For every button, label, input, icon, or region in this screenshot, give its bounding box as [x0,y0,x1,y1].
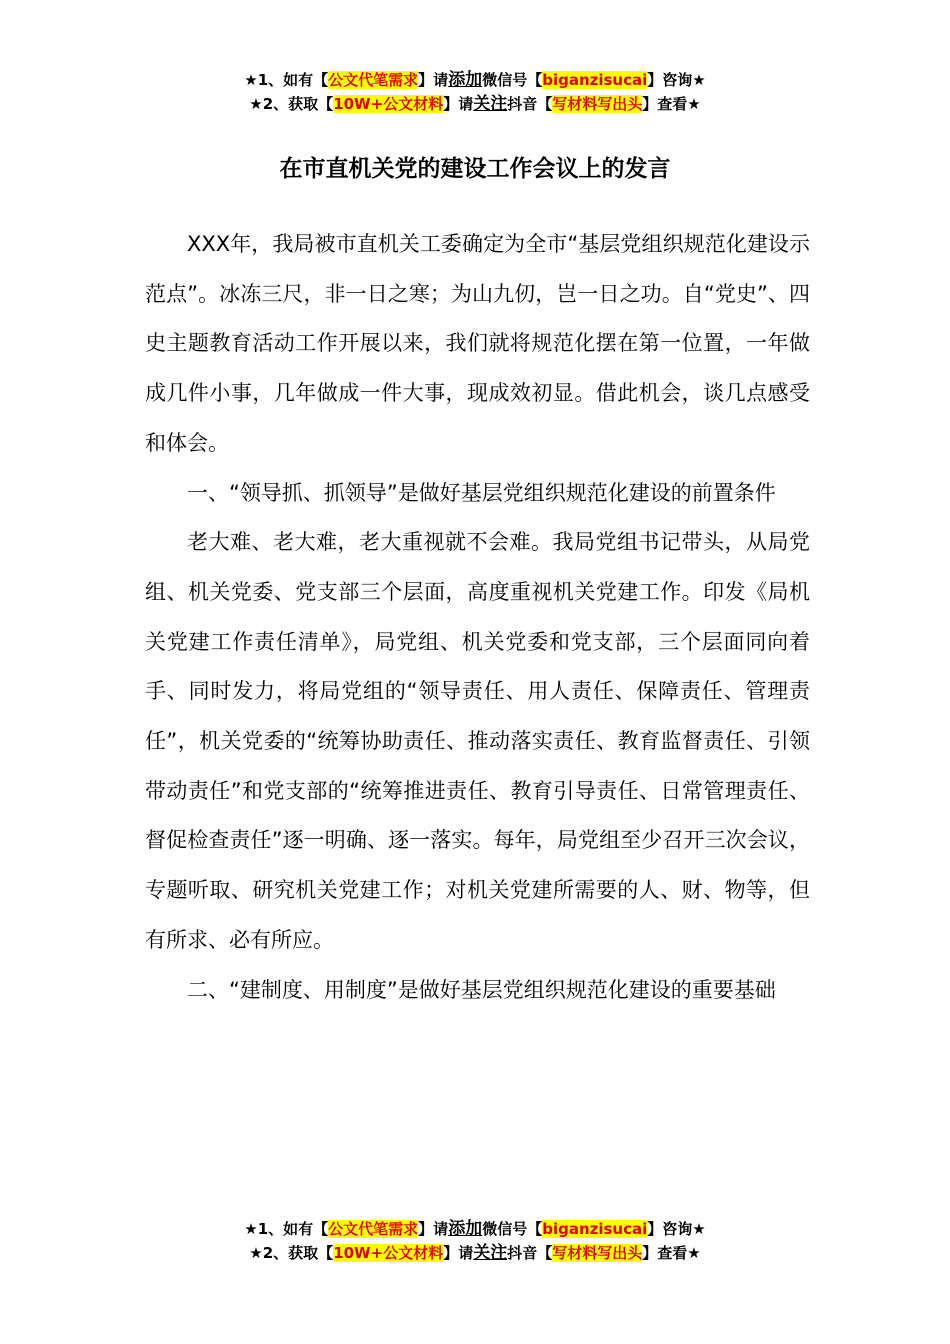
promo-text: 微信号【 [482,71,543,89]
promo-text: 2、获取【 [262,1244,334,1262]
star-icon: ★ [249,1244,263,1262]
promo-header-top [0,68,950,116]
promo-highlight: biganzisucai [542,1220,648,1238]
document-title: 在市直机关党的建设工作会议上的发言 [279,156,671,182]
promo-text: 】查看 [642,95,688,113]
star-icon: ★ [687,95,701,113]
promo-text: 】请 [418,1220,449,1238]
promo-text: 1、如有【 [257,1220,329,1238]
promo-highlight: 10W+公文材料 [333,95,444,113]
promo-text: 微信号【 [482,1220,543,1238]
section-heading-1: 一、“领导抓、抓领导”是做好基层党组织规范化建设的前置条件 [187,480,776,505]
promo-highlight: 公文代笔需求 [328,1220,419,1238]
paragraph-intro: XXX年，我局被市直机关工委确定为全市“基层党组织规范化建设示范点”。冰冻三尺，非一日之寒；为山九仞，岂一日之功。自“党史”、四史主题教育活动工作开展以来，我们就将规范化摆在第一位置，一年做成几件小事，几年做成一件大事，现成效初显。借此机会，谈几点感受和体会。 [145,232,810,455]
promo-text: 】咨询 [647,71,693,89]
promo-line-2 [0,1241,950,1265]
promo-highlight: 写材料写出头 [552,1244,643,1262]
promo-emphasis: 添加 [448,1219,483,1239]
promo-line-1 [0,68,950,92]
star-icon: ★ [249,95,263,113]
star-icon: ★ [244,71,258,89]
promo-emphasis: 添加 [448,70,483,90]
promo-text: 】查看 [642,1244,688,1262]
promo-highlight: 写材料写出头 [552,95,643,113]
star-icon: ★ [692,71,706,89]
promo-text: 】请 [443,95,474,113]
promo-header-bottom [0,1217,950,1265]
promo-text: 抖音【 [507,95,553,113]
paragraph-section-1: 老大难、老大难，老大重视就不会难。我局党组书记带头，从局党组、机关党委、党支部三个层面，高度重视机关党建工作。印发《局机关党建工作责任清单》，局党组、机关党委和党支部，三个层面同向着手、同时发力，将局党组的“领导责任、用人责任、保障责任、管理责任”，机关党委的“统筹协助责任、推动落实责任、教育监督责任、引领带动责任”和党支部的“统筹推进责任、教育引导责任、日常管理责任、督促检查责任”逐一明确、逐一落实。每年，局党组至少召开三次会议，专题听取、研究机关党建工作；对机关党建所需要的人、财、物等，但有所求、必有所应。 [145,530,810,952]
promo-emphasis: 关注 [473,94,508,114]
promo-emphasis: 关注 [473,1243,508,1263]
promo-text: 】请 [443,1244,474,1262]
star-icon: ★ [244,1220,258,1238]
promo-text: 抖音【 [507,1244,553,1262]
promo-highlight: 10W+公文材料 [333,1244,444,1262]
promo-text: 】请 [418,71,449,89]
promo-text: 1、如有【 [257,71,329,89]
section-heading-2: 二、“建制度、用制度”是做好基层党组织规范化建设的重要基础 [187,977,776,1002]
star-icon: ★ [692,1220,706,1238]
document-body [145,220,810,1015]
promo-line-1 [0,1217,950,1241]
promo-highlight: 公文代笔需求 [328,71,419,89]
promo-text: 2、获取【 [262,95,334,113]
promo-text: 】咨询 [647,1220,693,1238]
promo-highlight: biganzisucai [542,71,648,89]
promo-line-2 [0,92,950,116]
star-icon: ★ [687,1244,701,1262]
